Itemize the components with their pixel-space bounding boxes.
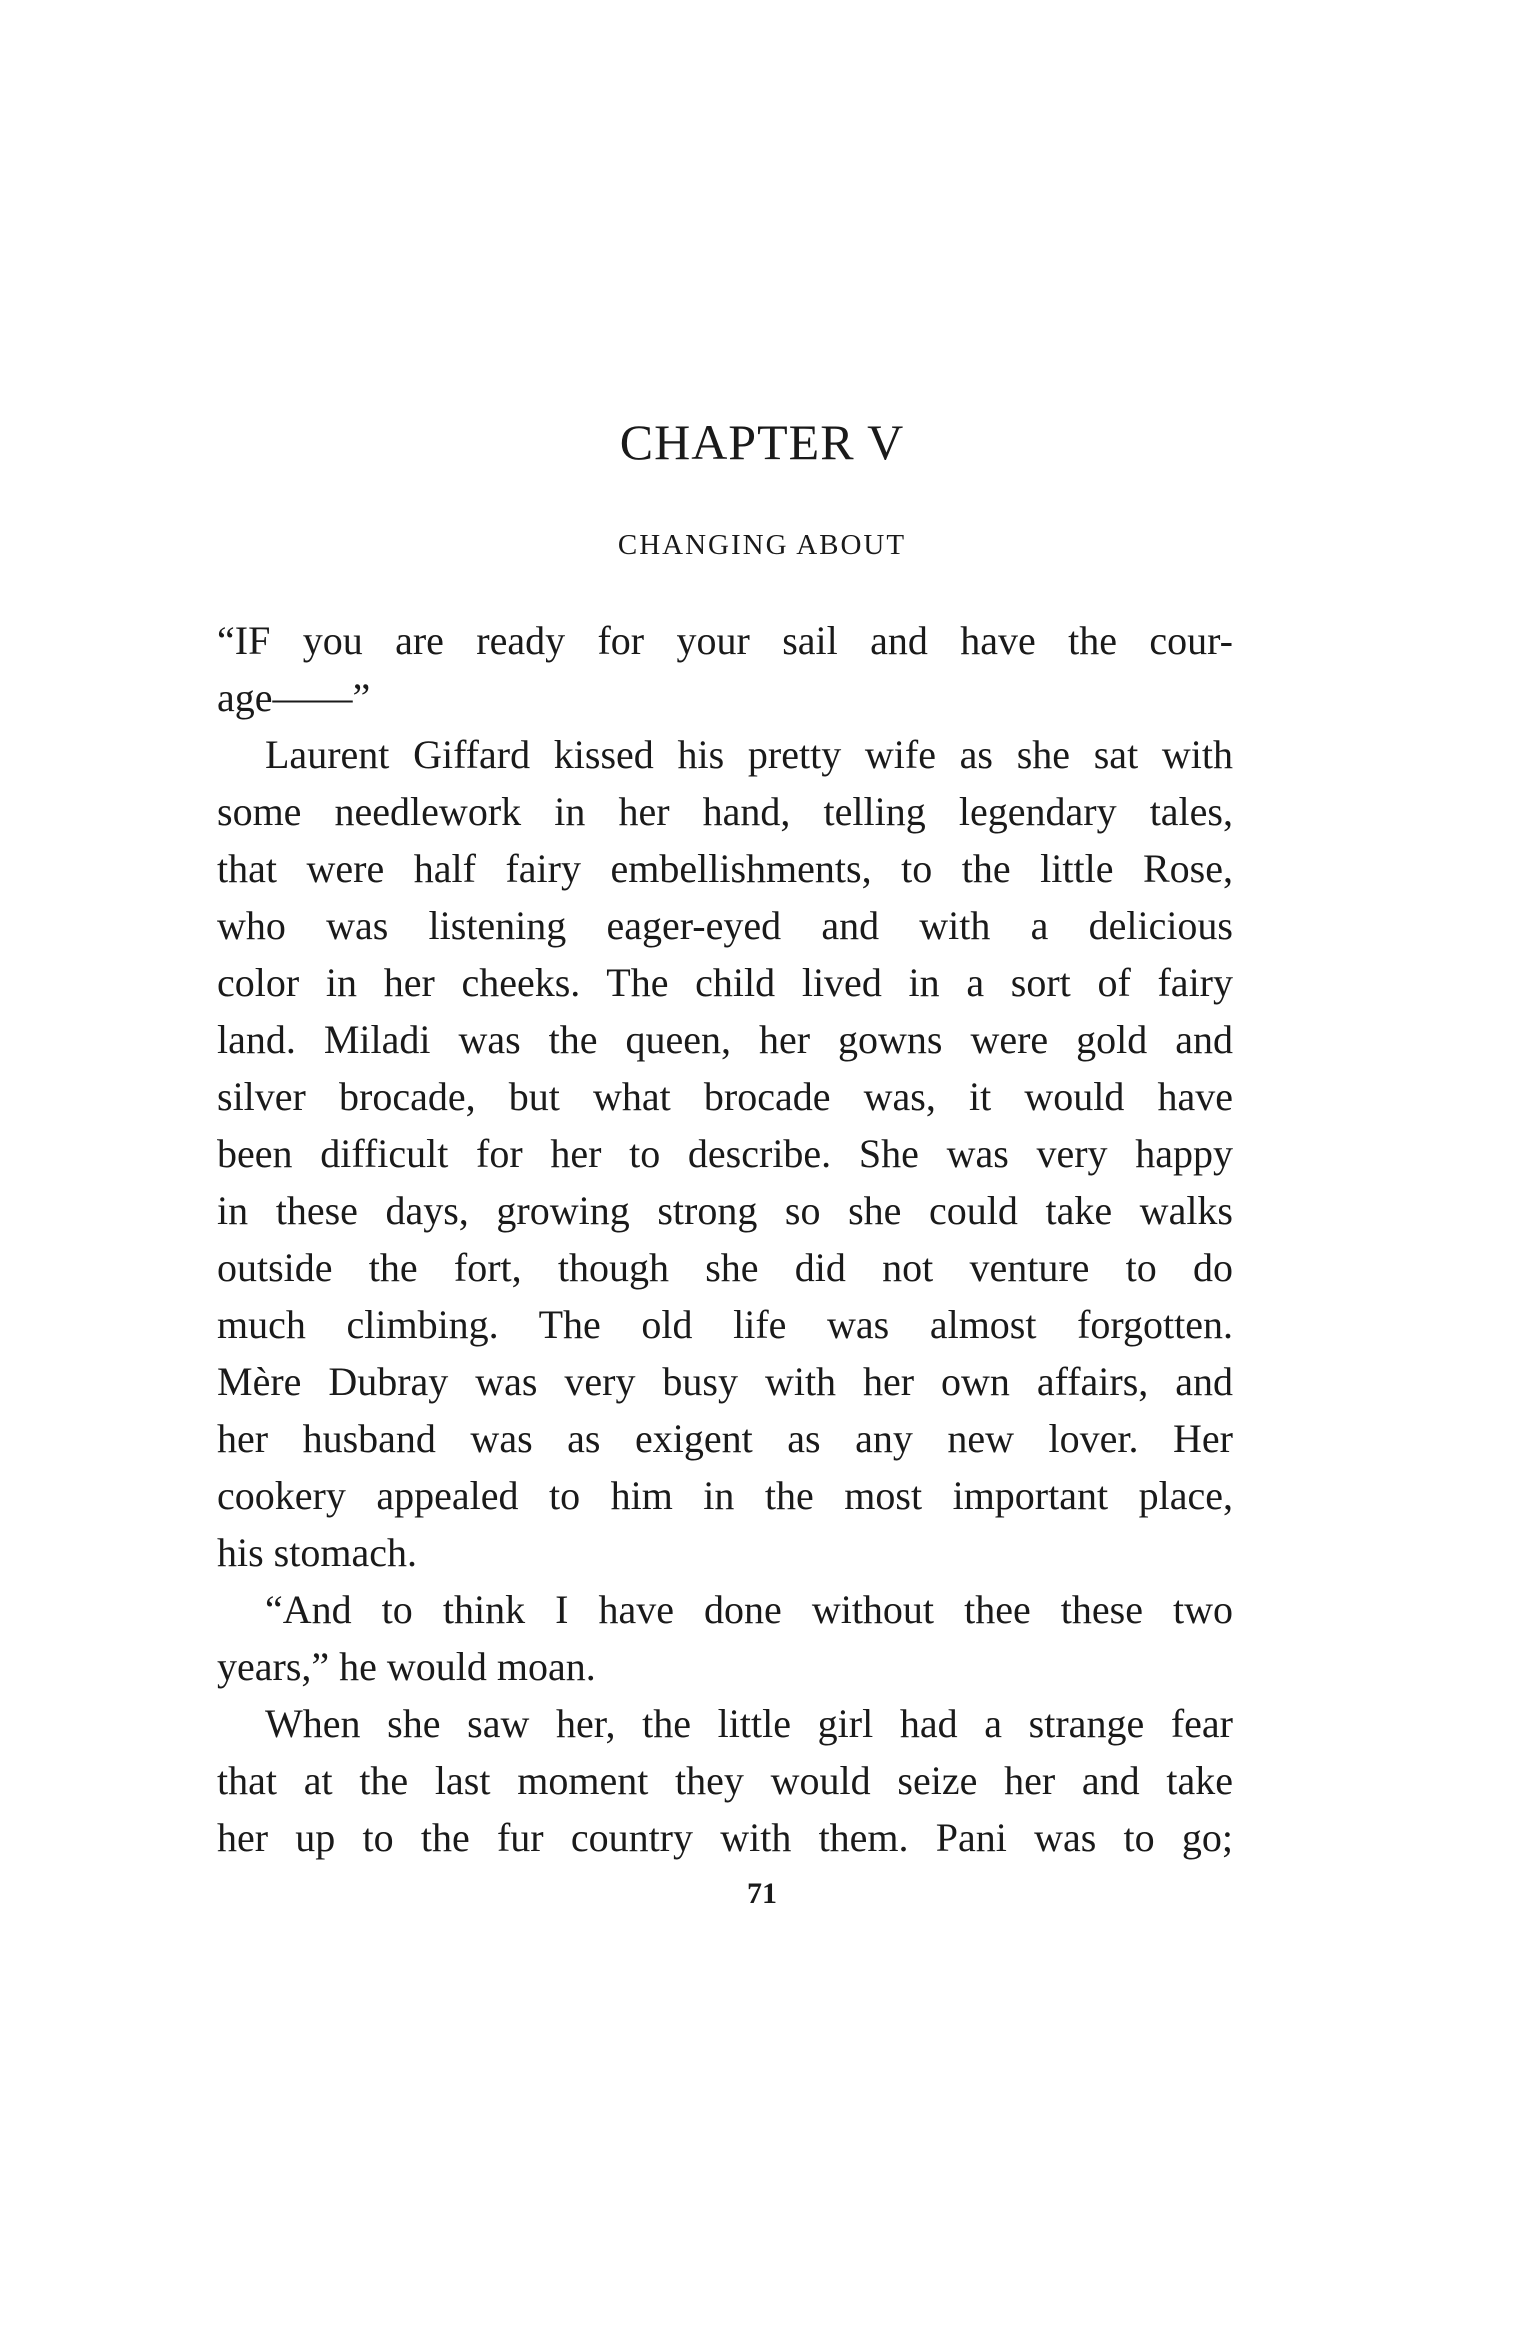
chapter-title: CHAPTER V [619, 414, 905, 470]
text-line: some needlework in her hand, telling legendary tales, [217, 789, 1233, 834]
text-line: silver brocade, but what brocade was, it would have [217, 1074, 1233, 1119]
text-line: been difficult for her to describe. She was very happy [217, 1131, 1233, 1176]
text-line: much climbing. The old life was almost forgotten. [217, 1302, 1233, 1347]
text-line: that were half fairy embellishments, to the little Rose, [217, 846, 1233, 891]
text-line: her husband was as exigent as any new lover. Her [217, 1416, 1233, 1461]
text-line: in these days, growing strong so she could take walks [217, 1188, 1233, 1233]
text-line: outside the fort, though she did not venture to do [217, 1245, 1233, 1290]
text-line: Mère Dubray was very busy with her own affairs, and [217, 1359, 1233, 1404]
text-line: her up to the fur country with them. Pani was to go; [217, 1815, 1233, 1860]
text-line: his stomach. [217, 1530, 417, 1575]
chapter-subtitle: CHANGING ABOUT [617, 529, 907, 561]
text-line: When she saw her, the little girl had a strange fear [265, 1701, 1233, 1746]
text-line: “And to think I have done without thee these two [265, 1587, 1233, 1632]
text-line: “IF you are ready for your sail and have the cour- [217, 618, 1233, 663]
text-line: years,” he would moan. [217, 1644, 596, 1689]
page-number: 71 [747, 1877, 777, 1910]
text-line: who was listening eager-eyed and with a delicious [217, 903, 1233, 948]
text-line: age——” [217, 675, 371, 720]
text-line: Laurent Giffard kissed his pretty wife as she sat with [265, 732, 1233, 777]
text-line: color in her cheeks. The child lived in a sort of fairy [217, 960, 1233, 1005]
text-line: cookery appealed to him in the most important place, [217, 1473, 1233, 1518]
body-text [217, 612, 1233, 1866]
text-line: land. Miladi was the queen, her gowns were gold and [217, 1017, 1233, 1062]
text-line: that at the last moment they would seize her and take [217, 1758, 1233, 1803]
